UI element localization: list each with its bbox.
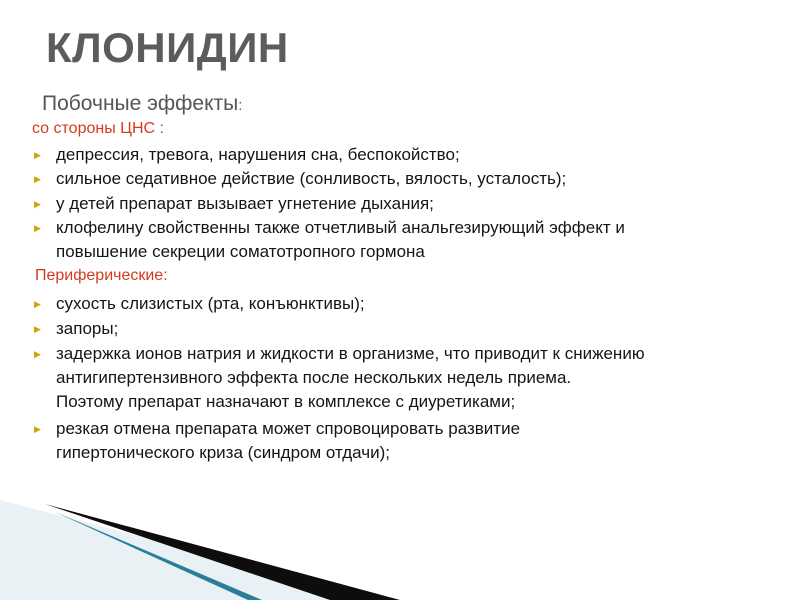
item-text	[56, 317, 118, 341]
item-line: сильное седативное действие (сонливость, вялость, усталость);	[56, 169, 567, 188]
item-line: задержка ионов натрия и жидкости в организме, что приводит к снижению	[56, 344, 645, 363]
item-line: клофелину свойственны также отчетливый анальгезирующий эффект и	[56, 218, 625, 237]
item-text	[56, 143, 460, 167]
slide-subtitle	[42, 92, 242, 116]
cns-heading: со стороны ЦНС :	[32, 120, 164, 137]
item-line: повышение секреции соматотропного гормона	[56, 242, 425, 261]
item-text	[56, 292, 365, 316]
slide-title: КЛОНИДИН	[46, 24, 289, 71]
bullet-icon: ▶	[34, 223, 41, 233]
item-text	[56, 342, 645, 414]
item-line: гипертонического криза (синдром отдачи);	[56, 443, 390, 462]
bullet-icon: ▶	[34, 299, 41, 309]
item-text	[56, 192, 434, 216]
item-line: сухость слизистых (рта, конъюнктивы);	[56, 294, 365, 313]
item-line: антигипертензивного эффекта после нескольких недель приема.	[56, 368, 572, 387]
item-text	[56, 216, 625, 264]
bullet-icon: ▶	[34, 174, 41, 184]
bullet-icon: ▶	[34, 424, 41, 434]
item-text	[56, 167, 566, 191]
item-line: у детей препарат вызывает угнетение дыхания;	[56, 194, 434, 213]
bullet-icon: ▶	[34, 150, 41, 160]
bullet-icon: ▶	[34, 349, 41, 359]
item-text	[56, 417, 520, 465]
bullet-icon: ▶	[34, 199, 41, 209]
item-line: резкая отмена препарата может спровоцировать развитие	[56, 419, 521, 438]
item-line: Поэтому препарат назначают в комплексе с диуретиками;	[56, 392, 516, 411]
item-line: запоры;	[56, 319, 119, 338]
periph-heading: Периферические:	[35, 267, 168, 284]
bullet-icon: ▶	[34, 324, 41, 334]
subtitle-text: Побочные эффекты	[42, 92, 239, 115]
subtitle-colon: :	[238, 97, 243, 114]
item-line: депрессия, тревога, нарушения сна, беспокойство;	[56, 145, 460, 164]
